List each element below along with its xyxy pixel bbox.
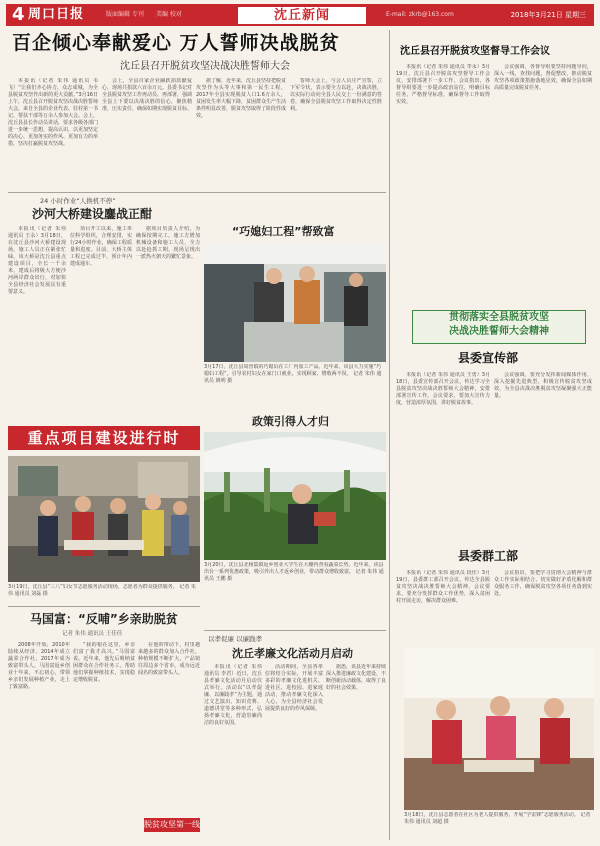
masthead-meta-left: 版面编辑 专刊 bbox=[106, 11, 144, 18]
lead-column-2: 会上，全县百家企业踊跃捐款献爱心，现场共捐款六百余万元。县委书记对全县脱贫攻坚工作再动员、再部署，强调全县上下要以决战决胜的信心，聚焦精准，压实责任，确保如期实现脱贫目标。 bbox=[102, 78, 192, 112]
mafu-column-2: “我的根在这里，乡亲们富了我才高兴。”马国富说。近年来，他先后吸纳贫困群众在合作社务工，帮助他们掌握种植技术，实现稳定增收脱贫。 bbox=[73, 642, 135, 683]
propaganda-headline: 县委宣传部 bbox=[458, 351, 519, 365]
slogan-line-1: 贯彻落实全县脱贫攻坚 bbox=[449, 312, 549, 323]
bridge-kicker: 24 小时作业“人换机不停” bbox=[40, 197, 116, 205]
propaganda-column-2: 会议强调，要充分发挥新闻媒体作用，深入挖掘先进典型，积极宣传脱贫攻坚成效，为全县决战决胜脱贫攻坚凝聚强大正能量。 bbox=[494, 372, 592, 399]
masthead-meta-mid: 美编 校对 bbox=[156, 11, 182, 18]
greenhouse-photo bbox=[204, 432, 386, 560]
volunteer-photo-caption: 3月19日，沈丘县“三八”妇女节志愿服务活动现场，志愿者为群众提供服务。 记者 朱伟 通讯员 刘磊 摄 bbox=[8, 584, 196, 597]
column-divider bbox=[389, 30, 390, 840]
qiaoxifu-headline: “巧媳妇工程”帮致富 bbox=[232, 225, 335, 238]
supervision-headline: 沈丘县召开脱贫攻坚督导工作会议 bbox=[400, 46, 550, 57]
masthead-meta-right: E-mail: zkrb@163.com bbox=[386, 11, 454, 18]
volunteer-photo bbox=[8, 456, 200, 582]
section-divider bbox=[8, 606, 200, 607]
bridge-column-2: 项目开工以来，施工单位科学组织，合理安排，实行24小时作业，确保工程质量和进度。目前，大桥主体工程已完成过半，预计年内建成通车。 bbox=[70, 226, 132, 267]
culture-column-3: 据悉，该县近年来持续深入推进廉政文化建设，不断创新活动载体，取得了良好的社会效果。 bbox=[326, 664, 386, 691]
bridge-column-3: 据项目负责人介绍，为确保按期完工，施工方增加机械设备和施工人员，全力以赴抢抓工期，现场呈现出一派热火朝天的繁忙景象。 bbox=[136, 226, 200, 260]
section-divider bbox=[204, 630, 386, 631]
page-number: 4 bbox=[12, 4, 25, 25]
organization-column-2: 会议指出，要把学习贯彻大会精神与群众工作实际相结合，切实做好矛盾化解和群众服务工作，确保脱贫攻坚各项任务落到实处。 bbox=[494, 570, 592, 597]
organization-column-1: 本报讯（记者 朱伟 通讯员 段佳）3月19日，县委群工部召开会议，传达全县脱贫攻坚决战决胜誓师大会精神。会议要求，要充分发挥群众工作优势，深入贫困村开展走访，解决群众困难。 bbox=[396, 570, 490, 604]
paper-name: 周口日报 bbox=[28, 7, 85, 22]
bridge-headline: 沙河大桥建设鏖战正酣 bbox=[32, 207, 153, 221]
lead-subheadline: 沈丘县召开脱贫攻坚决战决胜誓师大会 bbox=[120, 61, 290, 72]
lead-headline: 百企倾心奉献爱心 万人誓师决战脱贫 bbox=[12, 32, 340, 54]
organization-headline: 县委群工部 bbox=[458, 549, 519, 563]
mafu-byline: 记者 朱伟 通讯员 王佳佳 bbox=[62, 631, 123, 637]
section-divider bbox=[8, 192, 386, 193]
culture-column-1: 本报讯（记者 朱伟 通讯员 李君）近日，沈丘县孝廉文化活动月启动仪式举行。活动以“以孝促廉、以廉践孝”为主题，通过文艺演出、知识竞赛、道德讲堂等多种形式，弘扬孝廉文化，营造崇廉尚洁的良好氛围。 bbox=[204, 664, 262, 726]
issue-date: 2018年3月21日 星期三 bbox=[510, 11, 586, 19]
lead-column-4: 誓师大会上，与会人员庄严宣誓，立下军令状，表示要全力以赴，决战决胜，以实际行动向全县人民交上一份满意的答卷，确保全县脱贫攻坚工作取得决定性胜利。 bbox=[290, 78, 382, 112]
propaganda-column-1: 本报讯（记者 朱伟 通讯员 王勇）3月18日，县委宣传部召开会议，传达学习全县脱贫攻坚决战决胜誓师大会精神，安排部署宣传工作。会议要求，要加大宣传力度，营造浓厚氛围，讲好脱贫故事。 bbox=[396, 372, 490, 406]
mafu-headline: 马国富：“反哺”乡亲助脱贫 bbox=[30, 612, 178, 626]
qiaoxifu-photo bbox=[204, 242, 386, 362]
qiaoxifu-caption: 3月17日，沈丘县周营镇的巧媳妇在工厂内加工产品。近年来，该县大力实施“巧媳妇工程”，引导农村妇女在家门口就业，实现顾家、增收两不误。 记者 朱伟 通讯员 姚明 摄 bbox=[204, 364, 382, 384]
supervision-column-1: 本报讯（记者 朱伟 通讯员 李永）3月19日，沈丘县召开脱贫攻坚督导工作会议，安排部署下一步工作。会议指出，各督导组要进一步提高政治站位，明确目标任务，严格督导标准，确保督导工作取得实效。 bbox=[396, 64, 490, 105]
mafu-column-3: 在他的带动下，村里越来越多的群众加入合作社，种植规模不断扩大，产品销往周边多个省市，成为远近闻名的致富带头人。 bbox=[138, 642, 200, 676]
masthead bbox=[6, 4, 594, 26]
mafu-column-1: 2008年开始，2010年陆续从经济、2014年成立蔬菜合作社，2017年成为致富带头人。马国富返乡创业十年来，不忘初心，带领乡亲们发展种植产业，走上了致富路。 bbox=[8, 642, 70, 690]
culture-kicker: 以孝促廉 以廉践孝 bbox=[208, 635, 263, 643]
bridge-column-1: 本报讯（记者 朱伟 通讯员 王永）3月18日，在沈丘县沙河大桥建设现场，施工人员正在紧张忙碌。该大桥是沈丘县重点建设项目，全长一千余米，建成后将极大方便沙河两岸群众出行，对加快全县经济社会发展具有重要意义。 bbox=[8, 226, 66, 295]
section-title: 沈丘新闻 bbox=[238, 7, 366, 24]
talent-headline: 政策引得人才归 bbox=[252, 415, 329, 428]
greenhouse-caption: 3月20日，沈丘县北杨集镇返乡创业大学生在大棚内查看蔬菜长势。近年来，该县出台一系列优惠政策，吸引外出人才返乡创业，带动群众增收致富。 记者 朱伟 通讯员 王鹏 摄 bbox=[204, 562, 384, 582]
slogan-line-2: 决战决胜誓师大会精神 bbox=[449, 326, 549, 337]
lead-column-1: 本报讯（记者 朱伟 通讯员 韦飞）“让我们齐心协力，众志成城，为全县脱贫攻坚作出新的更大贡献。”3月16日上午，沈丘县召开脱贫攻坚决战决胜誓师大会，来自全县的企业代表、驻村第一书记、帮扶干部等万余人参加大会。会上，沈丘县县长作动员讲话，要求各级各部门进一步统一思想，提高认识，以更加坚定的决心、更加务实的作风、更加有力的举措，坚决打赢脱贫攻坚战。 bbox=[8, 78, 98, 147]
culture-column-2: 活动期间，全县各单位将结合实际，开展丰富多彩的孝廉文化进机关、进社区、进校园、进家庭活动，推动孝廉文化深入人心，为全县经济社会发展提供良好的作风保障。 bbox=[265, 664, 323, 712]
volunteer-service-photo bbox=[404, 648, 594, 810]
key-projects-banner: 重点项目建设进行时 bbox=[8, 426, 200, 450]
lead-column-3: 据了解，近年来，沈丘县坚持把脱贫攻坚作为头等大事和第一民生工程，2017年全县实现脱贫人口1.6万余人，贫困发生率大幅下降，贫困群众生产生活条件明显改善，脱贫攻坚取得了阶段性成效。 bbox=[196, 78, 286, 119]
culture-headline: 沈丘孝廉文化活动月启动 bbox=[232, 647, 353, 660]
poverty-frontline-label: 脱贫攻坚第一线 bbox=[144, 818, 200, 832]
supervision-column-2: 会议强调，各督导组要坚持问题导向，深入一线，查找问题，督促整改，推动脱贫攻坚各项政策措施落地见效，确保全县如期高质量完成脱贫任务。 bbox=[494, 64, 592, 91]
volunteer-service-caption: 3月18日，沈丘县志愿者在社区为老人提供服务，开展“学雷锋”志愿服务活动。 记者 朱伟 通讯员 刘超 摄 bbox=[404, 812, 591, 825]
slogan-box bbox=[412, 310, 586, 344]
